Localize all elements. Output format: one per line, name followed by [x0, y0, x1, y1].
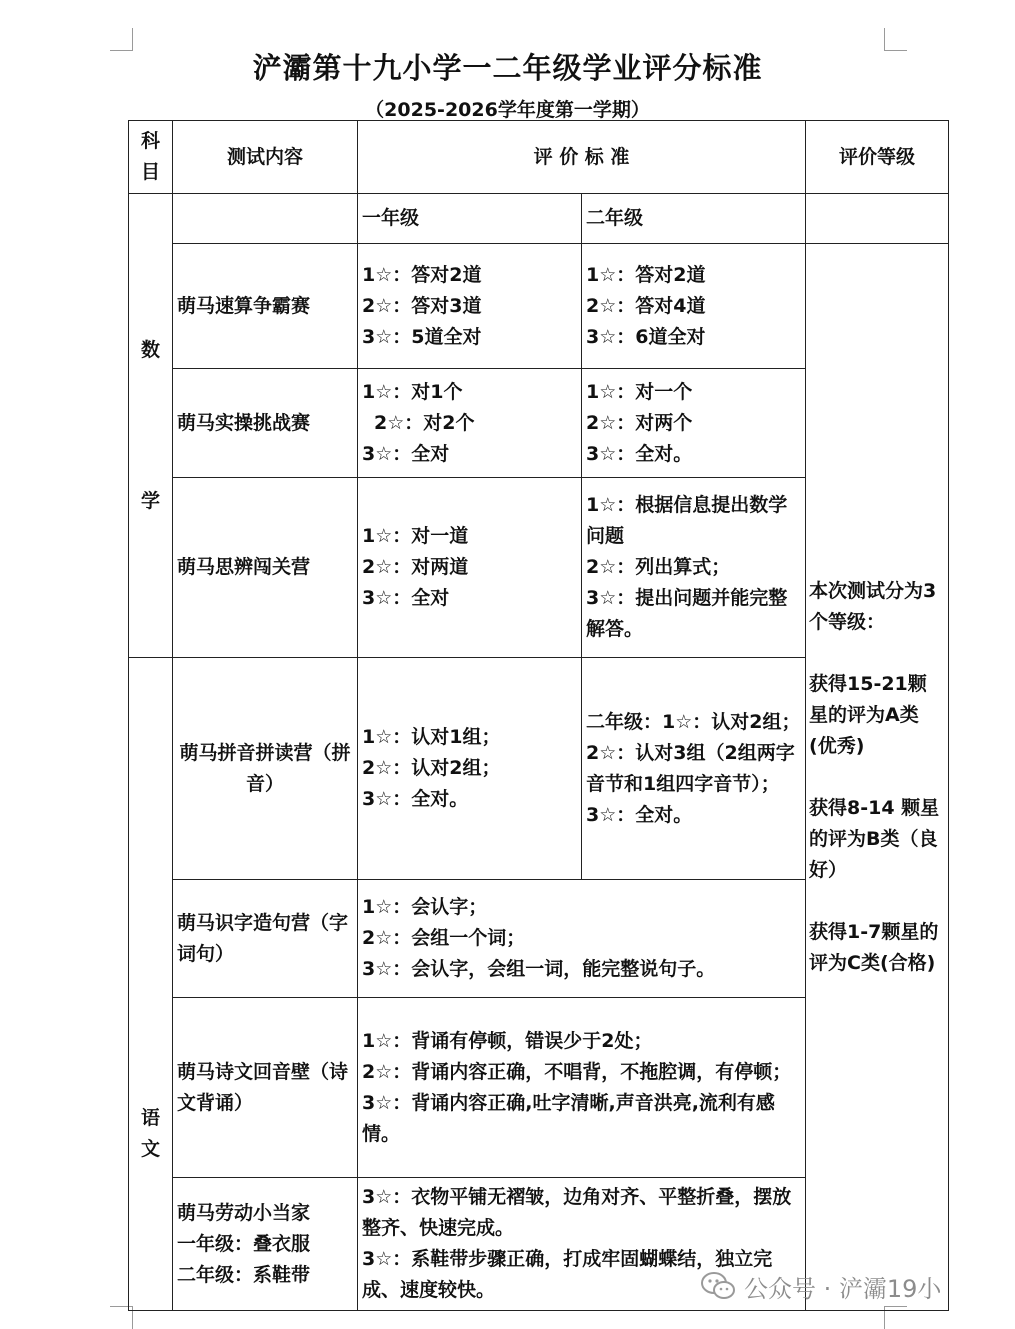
shared-criteria: 3☆：衣物平铺无褶皱，边角对齐、平整折叠，摆放整齐、快速完成。 3☆：系鞋带步骤正确，打成牢固蝴蝶结，独立完成、速度较快。 — [358, 1178, 806, 1311]
grade1-criteria: 1☆：答对2道 2☆：答对3道 3☆：5道全对 — [358, 244, 582, 369]
shared-criteria: 1☆：会认字； 2☆：会组一个词； 3☆：会认字，会组一词，能完整说句子。 — [358, 880, 806, 998]
test-name: 萌马劳动小当家 一年级：叠衣服 二年级：系鞋带 — [173, 1178, 358, 1311]
grade1-label: 一年级 — [358, 194, 582, 244]
grade2-criteria: 1☆：根据信息提出数学问题 2☆：列出算式； 3☆：提出问题并能完整解答。 — [582, 478, 806, 658]
grade2-criteria: 二年级：1☆：认对2组； 2☆：认对3组（2组两字音节和1组四字音节）； 3☆：全对。 — [582, 658, 806, 880]
header-criteria-cell: 评 价 标 准 — [358, 121, 806, 194]
grade1-criteria: 1☆：对一道 2☆：对两道 3☆：全对 — [358, 478, 582, 658]
grade-row-empty-level-cell — [806, 194, 949, 244]
document-title: 浐灞第十九小学一二年级学业评分标准 — [252, 51, 763, 85]
test-name: 萌马实操挑战赛 — [173, 369, 358, 478]
scoring-table — [128, 120, 949, 1311]
test-name: 萌马思辨闯关营 — [173, 478, 358, 658]
grade-row-empty-cell — [173, 194, 358, 244]
grade1-criteria: 1☆：认对1组； 2☆：认对2组； 3☆：全对。 — [358, 658, 582, 880]
subject-chinese-cell: 语 文 — [129, 658, 173, 1311]
test-name: 萌马识字造句营（字词句） — [173, 880, 358, 998]
wechat-icon — [700, 1271, 736, 1301]
grade-row — [129, 194, 949, 244]
grade2-criteria: 1☆：对一个 2☆：对两个 3☆：全对。 — [582, 369, 806, 478]
header-subject-cell: 科 目 — [129, 121, 173, 194]
grade2-label: 二年级 — [582, 194, 806, 244]
watermark-text: 公众号 · 浐灞19小 — [744, 1274, 942, 1303]
test-name: 萌马拼音拼读营（拼音） — [173, 658, 358, 880]
watermark — [700, 1266, 941, 1306]
table-row — [129, 244, 949, 369]
document-subtitle: （2025-2026学年度第一学期） — [365, 99, 650, 121]
rating-levels-cell: 本次测试分为3个等级： 获得15-21颗星的评为A类(优秀) 获得8-14 颗星的评为B类（良好） 获得1-7颗星的评为C类(合格) — [806, 244, 949, 1311]
test-name: 萌马诗文回音壁（诗文背诵） — [173, 998, 358, 1178]
grade1-criteria: 1☆：对1个 2☆：对2个 3☆：全对 — [358, 369, 582, 478]
header-content-cell: 测试内容 — [173, 121, 358, 194]
grade2-criteria: 1☆：答对2道 2☆：答对4道 3☆：6道全对 — [582, 244, 806, 369]
test-name: 萌马速算争霸赛 — [173, 244, 358, 369]
header-grade-level-cell: 评价等级 — [806, 121, 949, 194]
shared-criteria: 1☆：背诵有停顿，错误少于2处； 2☆：背诵内容正确，不唱背，不拖腔调，有停顿； 3☆：背诵内容正确,吐字清晰,声音洪亮,流利有感情。 — [358, 998, 806, 1178]
header-row — [129, 121, 949, 194]
subject-math-cell: 数 学 — [129, 194, 173, 658]
